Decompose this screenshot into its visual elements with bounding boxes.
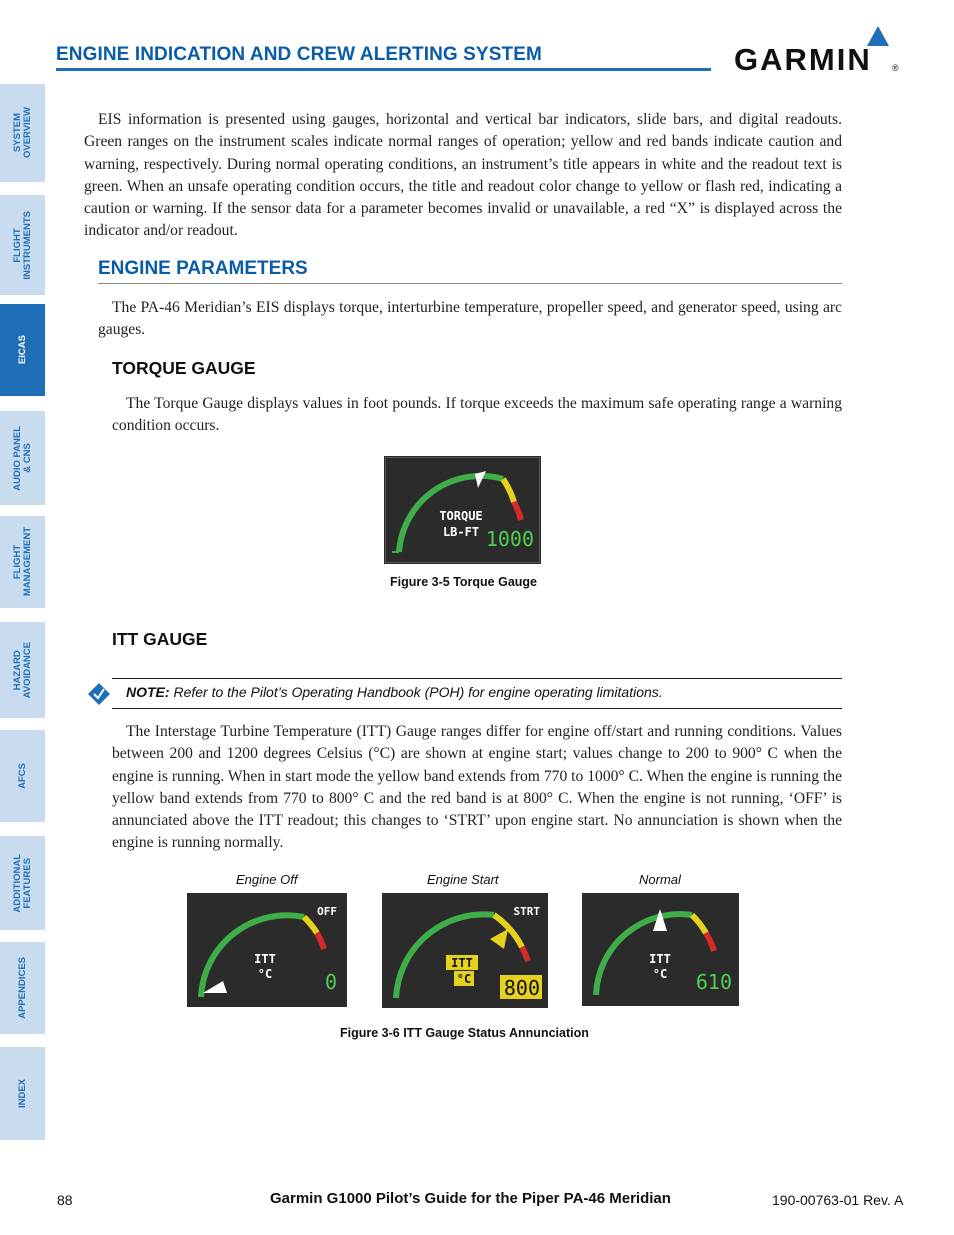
torque-gauge-paragraph: The Torque Gauge displays values in foot pounds. If torque exceeds the maximum safe operating range a warning condition occurs. <box>112 395 842 435</box>
sidebar-tab-flight-management[interactable] <box>0 516 45 608</box>
itt-start-annunciation: STRT <box>513 905 540 918</box>
sidebar-tab-audio-panel-cns[interactable] <box>0 411 45 505</box>
itt-engine-off-label: Engine Off <box>236 872 298 887</box>
torque-gauge-heading: TORQUE GAUGE <box>112 358 256 378</box>
note-checkmark-icon <box>87 682 111 706</box>
sidebar-tab-flight-instruments[interactable] <box>0 195 45 295</box>
itt-normal-units: °C <box>652 967 668 981</box>
itt-normal-label: Normal <box>639 872 681 887</box>
sidebar-tab-label: HAZARD AVOIDANCE <box>11 641 33 699</box>
sidebar-tab-additional-features[interactable] <box>0 836 45 930</box>
engine-parameters-paragraph: The PA-46 Meridian’s EIS displays torque, interturbine temperature, propeller speed, and generator speed, using arc gauges. <box>98 299 842 339</box>
torque-gauge-figure <box>384 456 541 564</box>
sidebar-tab-label: APPENDICES <box>16 957 28 1019</box>
page-number: 88 <box>57 1192 73 1208</box>
itt-engine-start-label: Engine Start <box>427 872 499 887</box>
sidebar-tab-afcs[interactable] <box>0 730 45 822</box>
sidebar-tab-label: FLIGHT INSTRUMENTS <box>11 210 33 280</box>
note-callout <box>126 684 663 700</box>
sidebar-tab-label: AFCS <box>16 763 28 789</box>
document-number: 190-00763-01 Rev. A <box>772 1192 904 1208</box>
sidebar-tab-index[interactable] <box>0 1047 45 1140</box>
itt-gauge-engine-start <box>382 893 548 1008</box>
torque-readout: 1000 <box>485 527 534 551</box>
sidebar-tab-eicas[interactable] <box>0 304 45 396</box>
sidebar-tab-hazard-avoidance[interactable] <box>0 622 45 718</box>
note-bottom-rule <box>112 708 842 709</box>
garmin-logo <box>734 26 900 76</box>
sidebar-tab-label: AUDIO PANEL & CNS <box>11 425 33 491</box>
itt-gauge-engine-off <box>187 893 347 1007</box>
garmin-registered-mark: ® <box>892 63 899 73</box>
note-text: Refer to the Pilot’s Operating Handbook (POH) for engine operating limitations. <box>169 684 663 700</box>
itt-figure-caption: Figure 3-6 ITT Gauge Status Annunciation <box>340 1026 589 1040</box>
section-header-title: ENGINE INDICATION AND CREW ALERTING SYSTEM <box>56 44 542 65</box>
itt-off-annunciation: OFF <box>317 905 337 918</box>
itt-start-title: ITT <box>451 956 473 970</box>
heading-rule <box>98 283 842 284</box>
itt-gauge-paragraph: The Interstage Turbine Temperature (ITT) Gauge ranges differ for engine off/start and running conditions. Values between 200 and 1200 degrees Celsius (°C) are shown at engine start; values change to 200 to 900° C when the engine is running. When in start mode the yellow band extends from 770 to 1000° C. When the engine is running the yellow band extends from 770 to 800° C and the red band is at 800° C. When the engine is not running, ‘OFF’ is annunciated above the ITT readout; this changes to ‘STRT’ upon engine start. No annunciation is shown when the engine is running normally. <box>112 723 842 852</box>
intro-paragraph: EIS information is presented using gauges, horizontal and vertical bar indicators, slide bars, and digital readouts. Green ranges on the instrument scales indicate normal ranges of operation; yellow and red bands indicate caution and warning, respectively. During normal operating conditions, an instrument’s title appears in white and the readout text is green. When an unsafe operating condition occurs, the title and readout color change to yellow or flash red, indicating a caution or warning. If the sensor data for a parameter becomes invalid or unavailable, a red “X” is displayed across the indicator and/or readout. <box>84 111 842 240</box>
footer-title: Garmin G1000 Pilot’s Guide for the Piper PA-46 Meridian <box>270 1190 671 1207</box>
itt-off-readout: 0 <box>324 970 337 994</box>
engine-parameters-heading: ENGINE PARAMETERS <box>98 258 308 279</box>
sidebar-tab-label: SYSTEM OVERVIEW <box>11 107 33 159</box>
itt-start-units: °C <box>456 972 472 986</box>
torque-units: LB-FT <box>442 525 480 539</box>
note-top-rule <box>112 678 842 679</box>
itt-off-units: °C <box>257 967 273 981</box>
sidebar-tab-label: INDEX <box>16 1078 28 1109</box>
header-rule <box>56 68 711 71</box>
itt-gauge-heading: ITT GAUGE <box>112 629 208 649</box>
sidebar-tab-label: EICAS <box>16 335 28 365</box>
torque-title: TORQUE <box>439 509 483 523</box>
sidebar-tab-system-overview[interactable] <box>0 84 45 182</box>
garmin-logo-text: GARMIN <box>734 42 872 77</box>
itt-gauge-normal <box>582 893 739 1006</box>
itt-off-title: ITT <box>254 952 276 966</box>
sidebar-tab-appendices[interactable] <box>0 942 45 1034</box>
itt-normal-readout: 610 <box>695 970 732 994</box>
note-label: NOTE: <box>126 684 170 700</box>
sidebar-tab-label: ADDITIONAL FEATURES <box>11 853 33 913</box>
itt-normal-title: ITT <box>649 952 671 966</box>
sidebar-tab-label: FLIGHT MANAGEMENT <box>11 527 33 597</box>
torque-figure-caption: Figure 3-5 Torque Gauge <box>390 575 538 589</box>
itt-start-readout: 800 <box>503 976 540 1000</box>
